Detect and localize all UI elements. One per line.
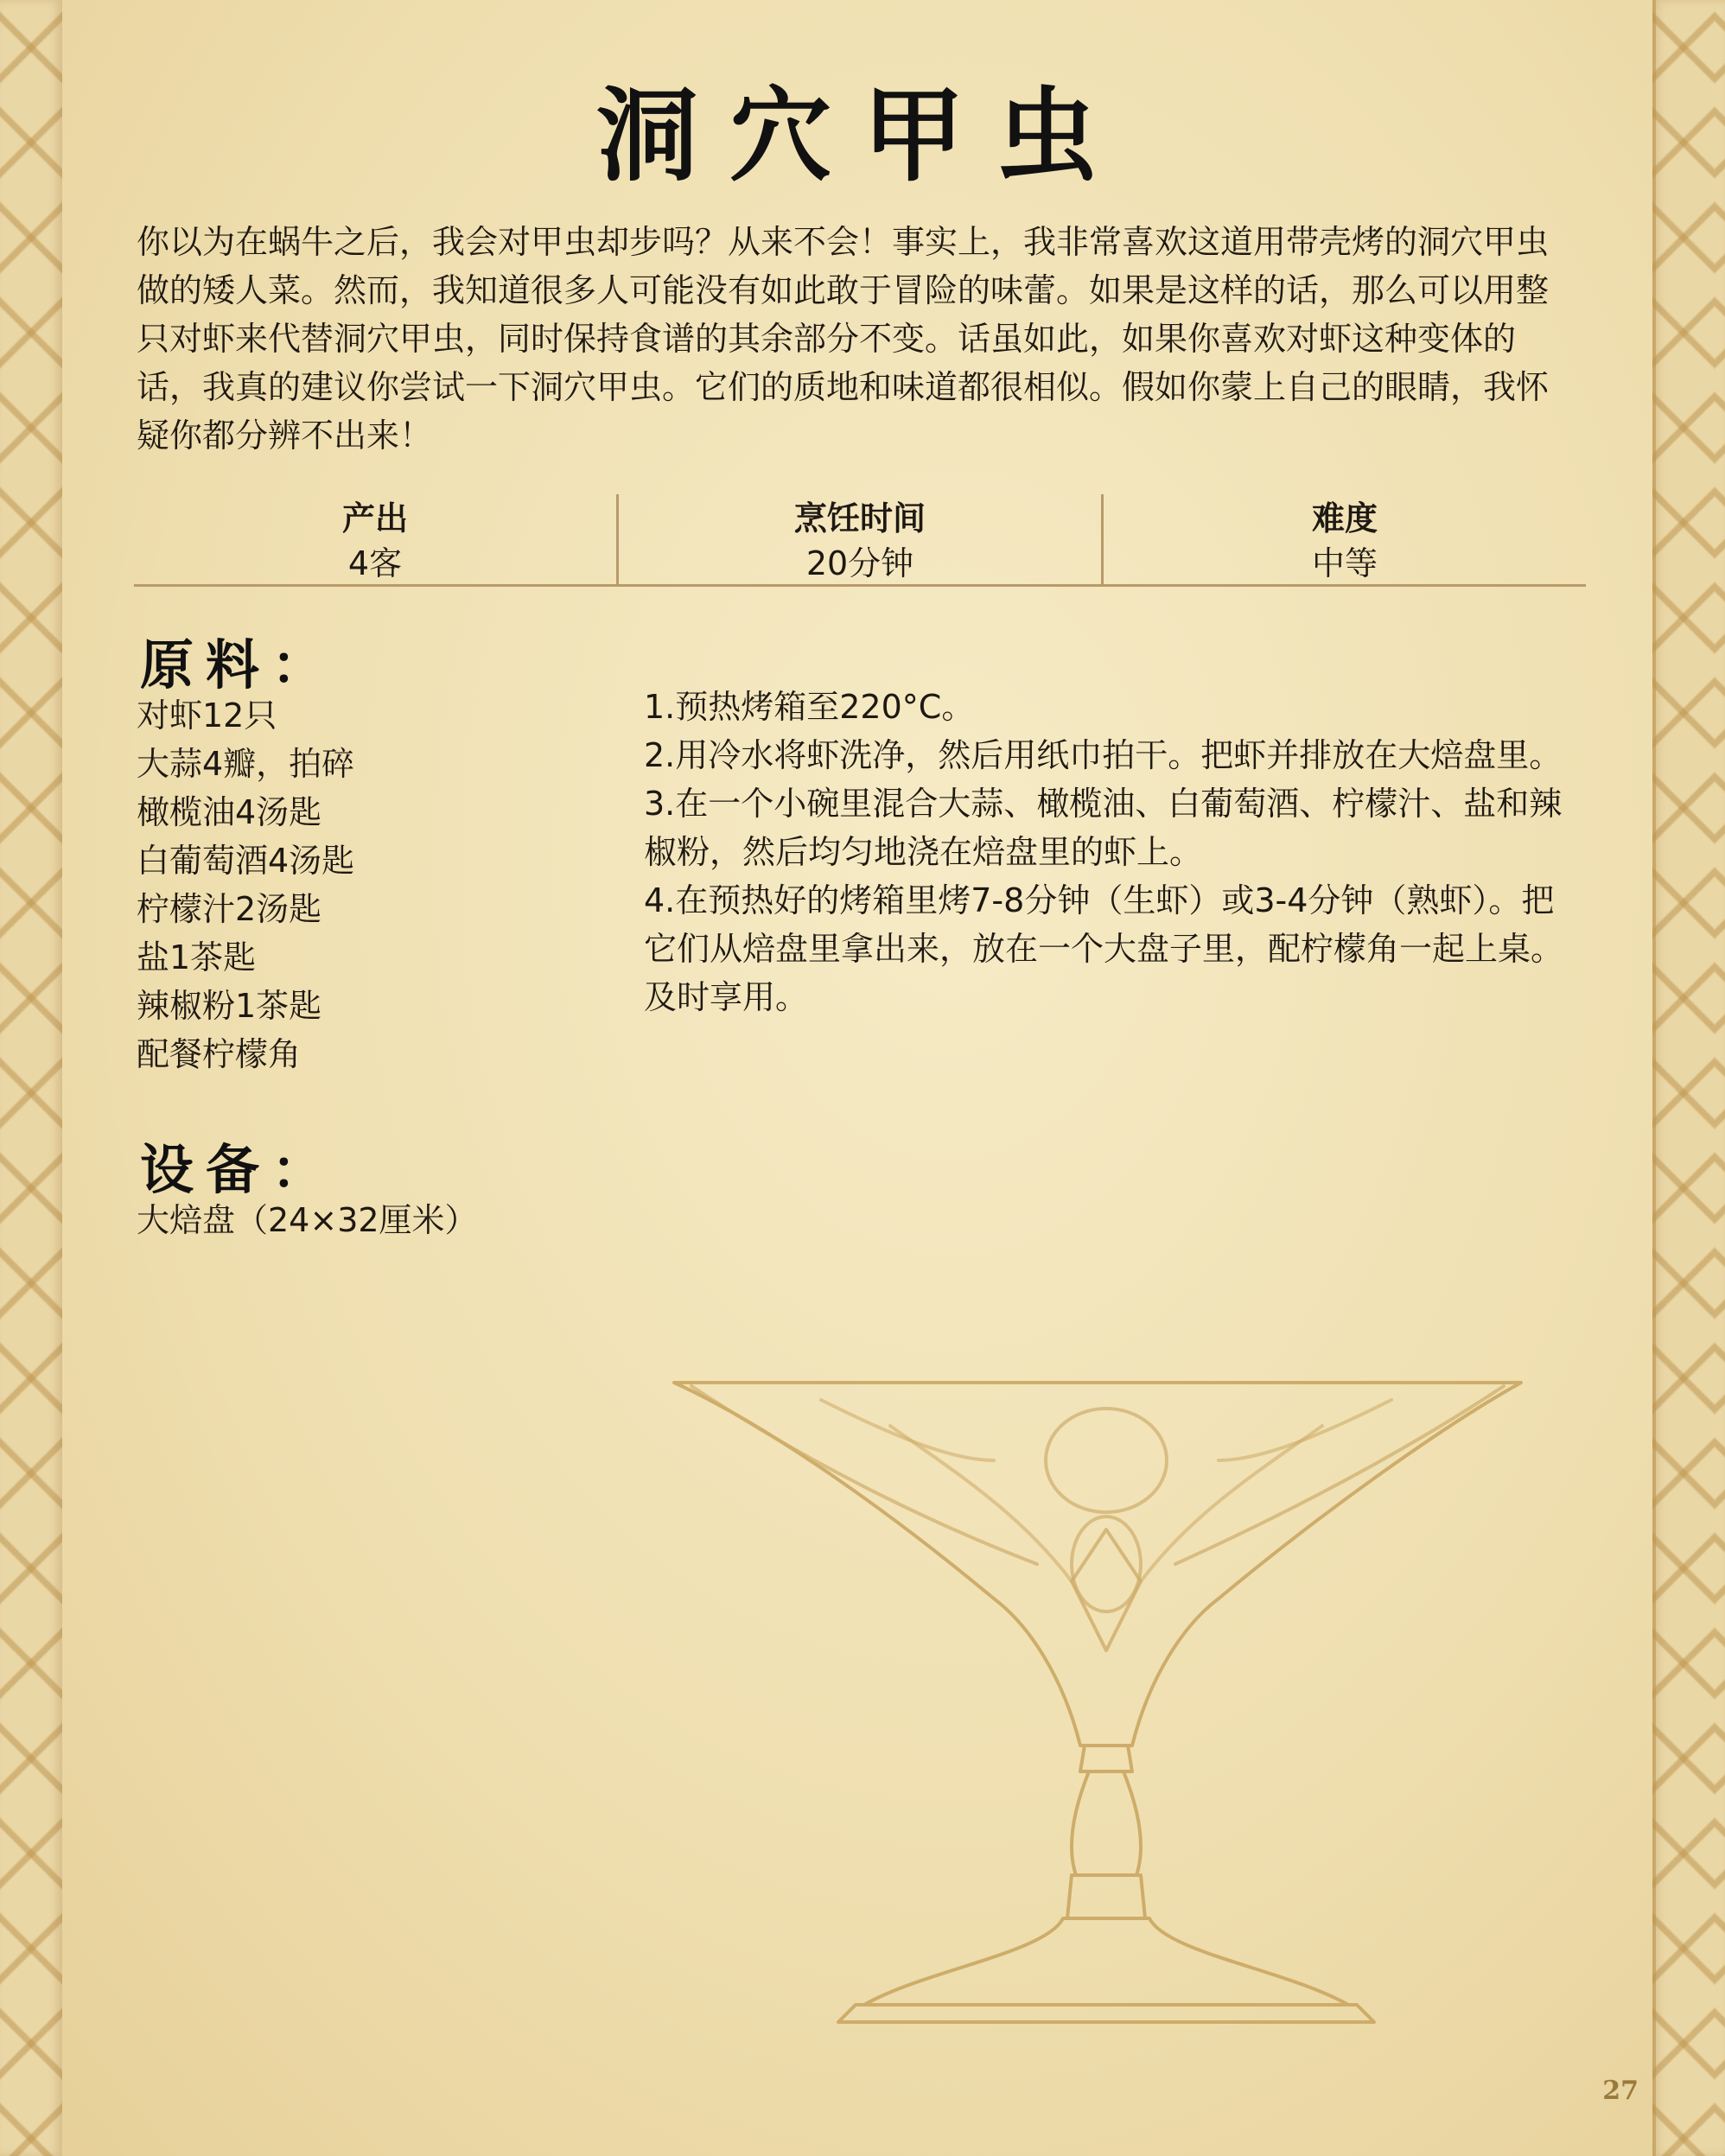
stat-value: 4客 [347,544,403,582]
stat-label: 产出 [341,499,408,537]
goblet-illustration [665,1365,1547,2039]
recipe-title: 洞穴甲虫 [595,75,1129,195]
right-ornamental-border [1652,0,1725,2156]
stat-value: 中等 [1311,544,1378,582]
page-number: 27 [1602,2076,1639,2106]
ingredient-item: 对虾12只 [137,696,277,735]
step-item: 4.在预热好的烤箱里烤7-8分钟（生虾）或3-4分钟（熟虾）。把它们从焙盘里拿出来，放在一个大盘子里，配柠檬角一起上桌。及时享用。 [644,881,1564,1016]
ingredient-item: 辣椒粉1茶匙 [137,987,322,1025]
left-ornamental-border [0,0,62,2156]
stat-difficulty [1104,494,1586,584]
stat-yield [134,494,619,584]
stat-label: 烹饪时间 [793,499,926,537]
ingredient-item: 盐1茶匙 [137,938,257,976]
ingredient-item: 大蒜4瓣，拍碎 [137,745,355,783]
ingredient-item: 配餐柠檬角 [137,1035,302,1073]
ingredients-list [137,691,354,1078]
ingredient-item: 橄榄油4汤匙 [137,793,322,831]
step-item: 2.用冷水将虾洗净，然后用纸巾拍干。把虾并排放在大焙盘里。 [644,736,1563,774]
steps-list [644,683,1586,1021]
ingredient-item: 白葡萄酒4汤匙 [137,842,355,880]
intro-paragraph: 你以为在蜗牛之后，我会对甲虫却步吗？从来不会！事实上，我非常喜欢这道用带壳烤的洞穴甲虫做的矮人菜。然而，我知道很多人可能没有如此敢于冒险的味蕾。如果是这样的话，那么可以用整只对虾来代替洞穴甲虫，同时保持食谱的其余部分不变。话虽如此，如果你喜欢对虾这种变体的话，我真的建议你尝试一下洞穴甲虫。它们的质地和味道都很相似。假如你蒙上自己的眼睛，我怀疑你都分辨不出来！ [137,223,1550,455]
stat-value: 20分钟 [805,544,914,582]
step-item: 1.预热烤箱至220°C。 [644,688,975,726]
stat-label: 难度 [1311,499,1378,537]
ingredient-item: 柠檬汁2汤匙 [137,890,322,928]
ingredients-heading: 原料： [140,633,338,696]
equipment-heading: 设备： [140,1138,338,1201]
recipe-stats-bar [134,494,1586,587]
stat-cook-time [619,494,1104,584]
equipment-item: 大焙盘（24×32厘米） [137,1201,478,1239]
step-item: 3.在一个小碗里混合大蒜、橄榄油、白葡萄酒、柠檬汁、盐和辣椒粉，然后均匀地浇在焙盘里的虾上。 [644,785,1563,871]
